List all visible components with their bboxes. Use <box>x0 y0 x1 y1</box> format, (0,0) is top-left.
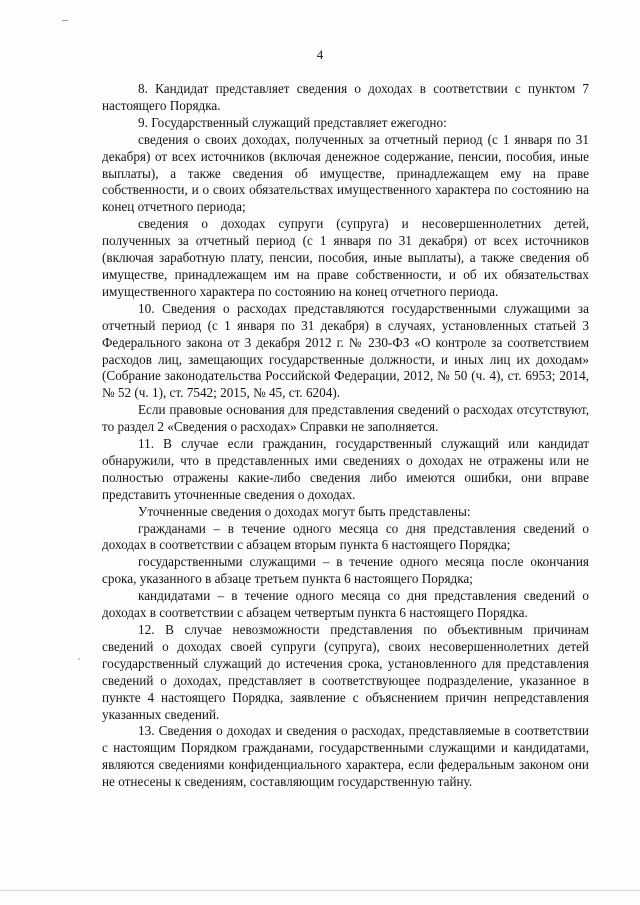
paragraph-item-11-intro: Уточненные сведения о доходах могут быть представлены: <box>138 503 471 519</box>
paragraph-item-11-citizens: гражданами – в течение одного месяца со дня представления сведений о доходах в соответствии с абзацем вторым пункта 6 настоящего Порядка; <box>102 520 589 553</box>
paragraph-item-10: 10. Сведения о расходах представляются государственными служащими за отчетный период (с 1 января по 31 декабря) в случаях, установленных статьей 3 Федерального закона от 3 декабря 2012 г. № 230-ФЗ «О контроле за соответствием расходов лиц, замещающих государственные должности, и иных лиц их доходам» (Собрание законодательства Российской Федерации, 2012, № 50 (ч. 4), ст. 6953; 2014, № 52 (ч. 1), ст. 7542; 2015, № 45, ст. 6204). <box>102 300 589 401</box>
paragraph-item-11-candidates: кандидатами – в течение одного месяца со дня представления сведений о доходах в соответствии с абзацем четвертым пункта 6 настоящего Порядка. <box>102 588 589 621</box>
paragraph-item-11: 11. В случае если гражданин, государственный служащий или кандидат обнаружили, что в представленных ими сведениях о доходах не отражены или не полностью отражены какие-либо сведения либо имеются ошибки, они вправе представить уточненные сведения о доходах. <box>102 436 589 502</box>
paragraph-item-11-servants: государственными служащими – в течение одного месяца после окончания срока, указанного в абзаце третьем пункта 6 настоящего Порядка; <box>102 554 589 587</box>
page-number: 4 <box>316 47 324 62</box>
document-body <box>102 81 589 791</box>
paragraph-item-9: 9. Государственный служащий представляет ежегодно: <box>138 114 447 130</box>
scan-artifact-line <box>0 890 640 891</box>
paragraph-item-8: 8. Кандидат представляет сведения о доходах в соответствии с пунктом 7 настоящего Порядка. <box>102 81 589 113</box>
scan-artifact-dot <box>78 658 80 660</box>
paragraph-item-13: 13. Сведения о доходах и сведения о расходах, представляемые в соответствии с настоящим Порядком гражданами, государственными служащими и кандидатами, являются сведениями конфиденциального характера, если федеральным законом они не отнесены к сведениям, составляющим государственную тайну. <box>102 723 589 790</box>
paragraph-item-9-own-income: сведения о своих доходах, полученных за отчетный период (с 1 января по 31 декабря) от всех источников (включая денежное содержание, пенсии, пособия, иные выплаты), а также сведения об имуществе, принадлежащем ему на праве собственности, и о своих обязательствах имущественного характера по состоянию на конец отчетного периода; <box>102 131 589 215</box>
paragraph-item-10-no-grounds: Если правовые основания для представления сведений о расходах отсутствуют, то раздел 2 «Сведения о расходах» Справки не заполняется. <box>102 402 589 435</box>
paragraph-item-12: 12. В случае невозможности представления по объективным причинам сведений о доходах своей супруги (супруга), своих несовершеннолетних детей государственный служащий до истечения срока, установленного для представления сведений о доходах, представляет в соответствующее подразделение, указанное в пункте 4 настоящего Порядка, заявление с объяснением причин непредставления указанных сведений. <box>102 622 589 722</box>
scan-artifact-mark <box>62 20 68 21</box>
paragraph-item-9-family-income: сведения о доходах супруги (супруга) и несовершеннолетних детей, полученных за отчетный период (с 1 января по 31 декабря) от всех источников (включая заработную плату, пенсии, пособия, иные выплаты), а также сведения об имуществе, принадлежащем им на праве собственности, и об их обязательствах имущественного характера по состоянию на конец отчетного периода. <box>102 216 589 299</box>
